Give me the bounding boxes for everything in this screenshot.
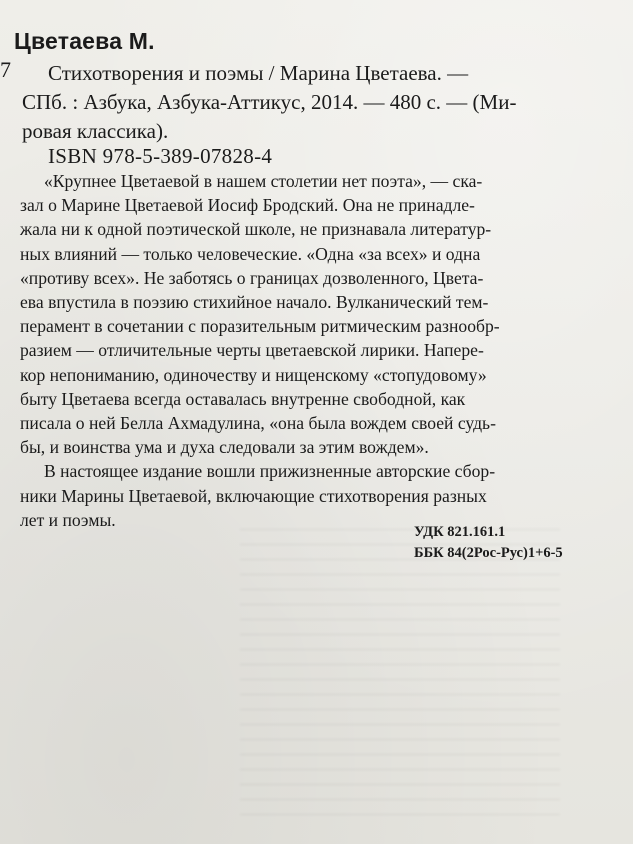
- annotation-line: лет и поэмы.: [20, 509, 116, 530]
- annotation-line: перамент в сочетании с поразительным ритмическим разнообр-: [20, 316, 500, 337]
- classification-codes: [414, 522, 563, 564]
- isbn: ISBN 978-5-389-07828-4: [48, 144, 273, 168]
- annotation-line: разием — отличительные черты цветаевской лирики. Напере-: [20, 340, 484, 361]
- annotation-line: быту Цветаева всегда оставалась внутренне свободной, как: [20, 388, 466, 409]
- annotation-line: ных влияний — только человеческие. «Одна «за всех» и одна: [20, 243, 481, 264]
- annotation-line: зал о Марине Цветаевой Иосиф Бродский. Она не принадле-: [20, 195, 475, 216]
- bibliographic-line: СПб. : Азбука, Азбука-Аттикус, 2014. — 480 с. — (Ми-: [22, 90, 517, 114]
- annotation-line: «Крупнее Цветаевой в нашем столетии нет поэта», — ска-: [44, 171, 483, 191]
- annotation-line: ники Марины Цветаевой, включающие стихотворения разных: [20, 485, 487, 506]
- annotation-line: кор непониманию, одиночеству и нищенскому «стопудовому»: [20, 364, 487, 385]
- annotation-line: В настоящее издание вошли прижизненные авторские сбор-: [44, 461, 496, 482]
- bibliographic-record: [22, 59, 626, 146]
- annotation-line: бы, и воинства ума и духа следовали за этим вождем».: [20, 437, 429, 458]
- bibliographic-line: ровая классика).: [22, 119, 169, 143]
- bibliographic-line: Стихотворения и поэмы / Марина Цветаева. —: [48, 61, 469, 85]
- classification-number: 7: [0, 57, 11, 82]
- bbk-code: ББК 84(2Рос-Рус)1+6-5: [414, 545, 563, 561]
- author-heading: Цветаева М.: [14, 28, 155, 54]
- annotation: [20, 169, 620, 532]
- annotation-line: писала о ней Белла Ахмадулина, «она была вождем своей судь-: [20, 413, 496, 434]
- annotation-line: жала ни к одной поэтической школе, не признавала литератур-: [20, 219, 492, 240]
- annotation-line: ева впустила в поэзию стихийное начало. Вулканический тем-: [20, 292, 489, 313]
- annotation-line: «противу всех». Не заботясь о границах дозволенного, Цвета-: [20, 267, 484, 288]
- udk-code: УДК 821.161.1: [414, 524, 506, 540]
